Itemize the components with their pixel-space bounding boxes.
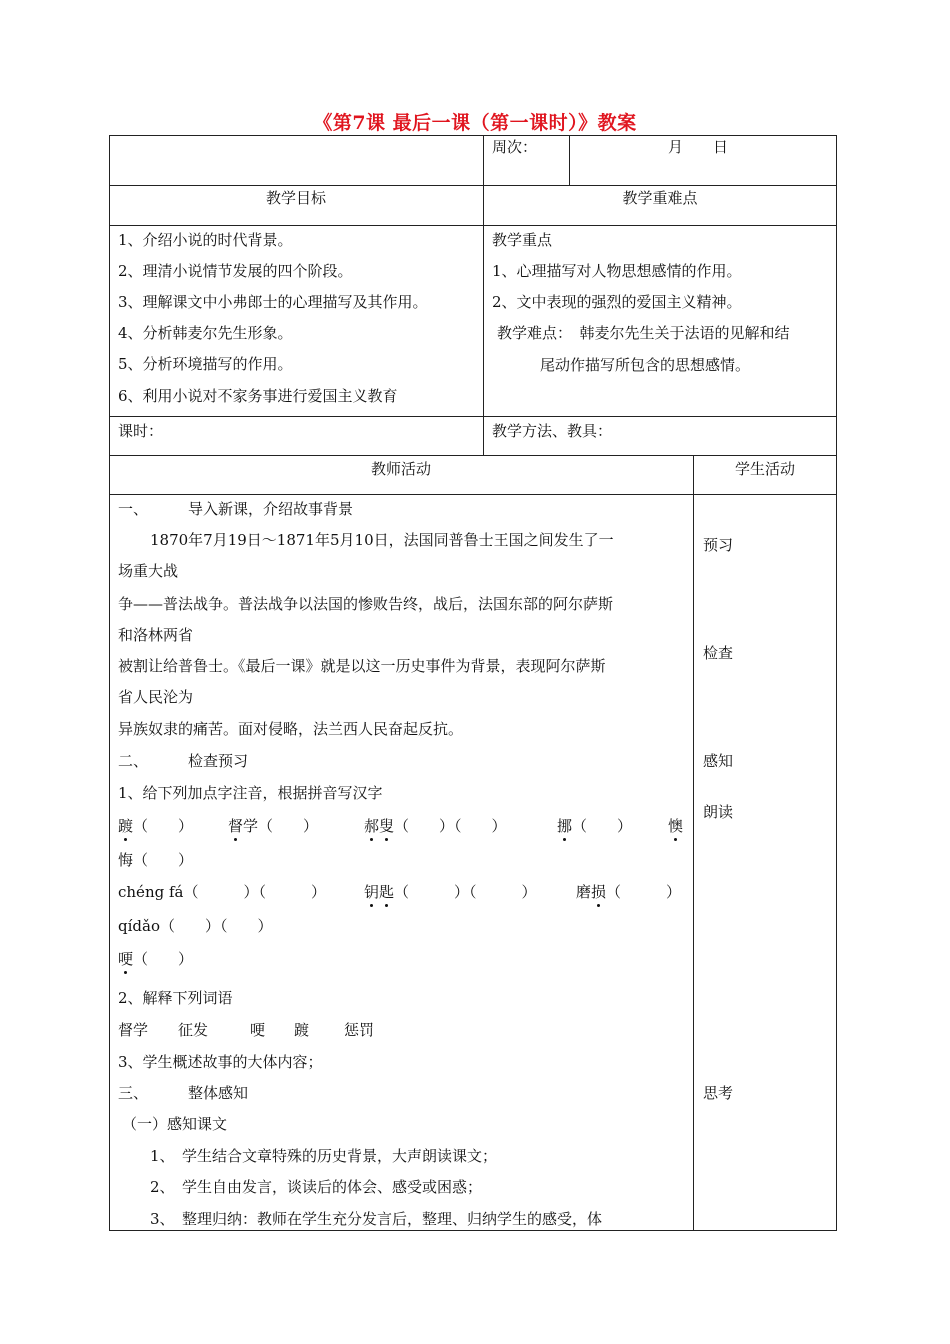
question-text: 1、给下列加点字注音，根据拼音写汉字 (118, 784, 383, 802)
section-title: 检查预习 (188, 752, 249, 770)
page-title: 《第7课 最后一课（第一课时）》教案 (313, 112, 637, 134)
difficulty-line: 教学难点： 韩麦尔先生关于法语的见解和结 (497, 324, 790, 342)
blank: （ ）（ ） (394, 883, 537, 901)
section-title: 整体感知 (188, 1084, 249, 1102)
exercise-row (118, 949, 193, 969)
dotted-char: 叟 (379, 817, 395, 835)
background-text: 争——普法战争。普法战争以法国的惨败告终，战后，法国东部的阿尔萨斯 (118, 595, 614, 613)
exercise-row (118, 882, 326, 902)
subsection-title: （一）感知课文 (122, 1115, 228, 1133)
background-text: 1870年7月19日～1871年5月10日，法国同普鲁士王国之间发生了一 (150, 531, 614, 549)
goal-item: 3、理解课文中小弗郎士的心理描写及其作用。 (118, 293, 428, 311)
blank: （ ） (133, 950, 194, 968)
dotted-char: 挪 (557, 817, 573, 835)
background-text: 异族奴隶的痛苦。面对侵略，法兰西人民奋起反抗。 (118, 720, 464, 738)
background-text: 和洛林两省 (118, 626, 194, 644)
vocab-word: 惩罚 (344, 1021, 375, 1039)
exercise-row (118, 850, 193, 870)
student-activity-item: 预习 (703, 536, 734, 554)
student-activity-item: 朗读 (703, 803, 734, 821)
exercise-row (118, 916, 273, 936)
goal-item: 2、理清小说情节发展的四个阶段。 (118, 262, 353, 280)
background-text: 被割让给普鲁士。《最后一课》就是以这一历史事件为背景，表现阿尔萨斯 (118, 657, 606, 675)
char: 学 (243, 817, 259, 835)
key-points-heading: 教学重点 (492, 231, 553, 249)
vocab-word: 征发 (178, 1021, 209, 1039)
goal-item: 5、分析环境描写的作用。 (118, 355, 293, 373)
exercise-row (364, 882, 537, 902)
goal-item: 1、介绍小说的时代背景。 (118, 231, 293, 249)
blank: （ ）（ ） (159, 917, 273, 935)
instruction-item: 2、 学生自由发言，谈读后的体会、感受或困惑； (150, 1178, 483, 1196)
goal-item: 4、分析韩麦尔先生形象。 (118, 324, 293, 342)
blank: （ ） (133, 817, 194, 835)
exercise-row (364, 816, 507, 836)
exercise-row (576, 882, 681, 902)
blank: （ ）（ ） (183, 883, 326, 901)
question-text: 2、解释下列词语 (118, 989, 233, 1007)
section-title: 导入新课，介绍故事背景 (188, 500, 354, 518)
date-label: 月 日 (668, 138, 729, 156)
dotted-char: 哽 (118, 950, 134, 968)
pinyin: qídǎo (118, 917, 160, 935)
instruction-item: 1、 学生结合文章特殊的历史背景，大声朗读课文； (150, 1147, 498, 1165)
student-activity-header: 学生活动 (734, 460, 795, 478)
goal-item: 6、利用小说对不家务事进行爱国主义教育 (118, 387, 398, 405)
vocab-word: 踱 (294, 1021, 310, 1039)
dotted-char: 匙 (379, 883, 395, 901)
dotted-char: 损 (591, 883, 607, 901)
blank: （ ）（ ） (394, 817, 507, 835)
exercise-row (118, 816, 193, 836)
class-hours-label: 课时： (118, 422, 164, 440)
section-number: 一、 (118, 500, 149, 518)
vocab-word: 督学 (118, 1021, 149, 1039)
key-point-item: 2、文中表现的强烈的爱国主义精神。 (492, 293, 742, 311)
exercise-row (668, 816, 683, 836)
section-number: 三、 (118, 1084, 149, 1102)
blank: （ ） (133, 851, 194, 869)
methods-label: 教学方法、教具： (492, 422, 613, 440)
goals-header: 教学目标 (265, 189, 326, 207)
question-text: 3、学生概述故事的大体内容； (118, 1053, 323, 1071)
background-text: 场重大战 (118, 562, 179, 580)
dotted-char: 督 (228, 817, 244, 835)
pinyin: chéng fá (118, 883, 184, 901)
dotted-char: 懊 (668, 817, 684, 835)
dotted-char: 郝 (364, 817, 380, 835)
char: 磨 (576, 883, 592, 901)
difficulty-line: 尾动作描写所包含的思想感情。 (540, 356, 751, 374)
key-points-header: 教学重难点 (622, 189, 698, 207)
teacher-activity-header: 教师活动 (370, 460, 431, 478)
dotted-char: 钥 (364, 883, 380, 901)
exercise-row (228, 816, 318, 836)
student-activity-item: 感知 (703, 752, 734, 770)
char: 悔 (118, 851, 134, 869)
blank: （ ） (572, 817, 633, 835)
blank: （ ） (606, 883, 682, 901)
exercise-row (557, 816, 632, 836)
student-activity-item: 思考 (703, 1084, 734, 1102)
week-label: 周次： (492, 138, 538, 156)
instruction-item: 3、 整理归纳：教师在学生充分发言后，整理、归纳学生的感受，体 (150, 1210, 603, 1228)
key-point-item: 1、心理描写对人物思想感情的作用。 (492, 262, 742, 280)
dotted-char: 踱 (118, 817, 134, 835)
vocab-word: 哽 (250, 1021, 266, 1039)
background-text: 省人民沦为 (118, 688, 194, 706)
blank: （ ） (258, 817, 319, 835)
student-activity-item: 检查 (703, 644, 734, 662)
section-number: 二、 (118, 752, 149, 770)
